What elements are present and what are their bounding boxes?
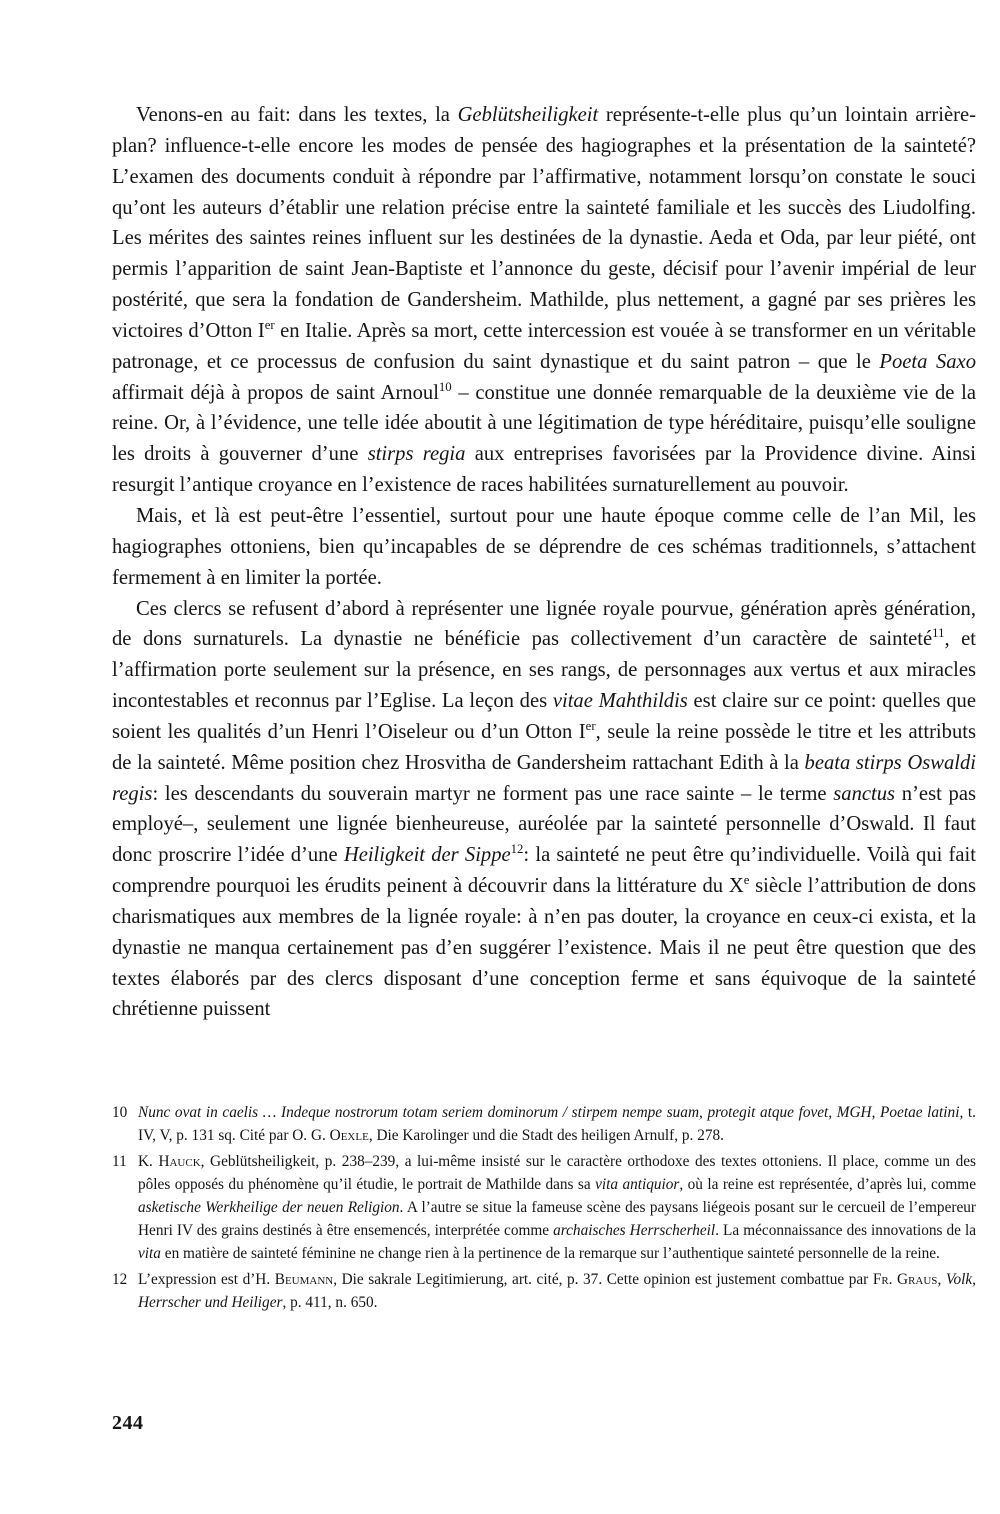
text-run: , et l’affirmation porte seulement sur la présence, en ses rangs, de personnages aux vertus et aux miracles incontestables et reconnus par l’Eglise. La leçon des: [112, 628, 976, 713]
ordinal-superscript: er: [585, 718, 596, 733]
page-number: 244: [112, 1412, 144, 1434]
main-text: [112, 100, 976, 1025]
text-run: t. IV, V, p. 131 sq. Cité par O. G.: [138, 1104, 977, 1144]
footnote-10: [112, 1101, 976, 1147]
author-name: Beumann: [274, 1271, 334, 1288]
footnote-ref-11[interactable]: 11: [932, 626, 945, 641]
footnote-ref-10[interactable]: 10: [438, 379, 452, 394]
text-run: , Die sakrale Legitimierung, art. cité, p. 37. Cette opinion est justement combattue par: [333, 1271, 873, 1288]
ordinal-superscript: e: [743, 873, 750, 888]
text-run: aux entreprises favorisées par la Providence divine. Ainsi resurgit l’antique croyance en l’existence de races habilitées surnaturellement au pouvoir.: [112, 443, 976, 497]
paragraph-1: [112, 100, 976, 501]
italic-term: vita: [138, 1245, 161, 1262]
text-run: ,: [937, 1271, 946, 1288]
text-run: – constitue une donnée remarquable de la deuxième vie de la reine. Or, à l’évidence, une telle idée aboutit à une légitimation de type héréditaire, puisqu’elle souligne les droits à gouverner d’une: [112, 381, 976, 466]
text-run: en Italie. Après sa mort, cette intercession est vouée à se transformer en un véritable patronage, et ce processus de confusion du saint dynastique et du saint patron – que le: [112, 319, 977, 373]
italic-term: beata stirps Oswaldi regis: [112, 751, 976, 805]
paragraph-3: [112, 594, 976, 1026]
italic-term: Volk, Herrscher und Heiliger: [138, 1271, 976, 1311]
ordinal-superscript: er: [264, 318, 275, 332]
text-run: . La méconnaissance des innovations de la: [715, 1222, 976, 1239]
italic-term: Nunc ovat in caelis … Indeque nostrorum totam seriem dominorum / stirpem nempe suam, protegit atque fovet, MGH, Poetae latini,: [138, 1104, 964, 1121]
text-run: affirmait déjà à propos de saint Arnoul: [112, 381, 439, 404]
italic-term: Geblütsheiligkeit: [457, 104, 599, 126]
italic-term: vitae Mahthildis: [552, 690, 688, 713]
footnote-number: 12: [112, 1271, 128, 1288]
text-run: , p. 411, n. 650.: [282, 1294, 378, 1311]
text-run: : la sainteté ne peut être qu’individuelle. Voilà qui fait comprendre pourquoi les érudits peinent à découvrir dans la littérature du X: [112, 844, 977, 898]
italic-term: stirps regia: [367, 443, 466, 466]
text-run: . A l’autre se situe la fameuse scène des paysans liégeois posant sur le cercueil de l’empereur Henri IV des grains destinés à être ensemencés, interprétée comme: [138, 1199, 976, 1239]
text-run: , Geblütsheiligkeit, p. 238–239, a lui-même insisté sur le caractère orthodoxe des textes ottoniens. Il place, comme un des pôles opposés du phénomène qu’il étudie, le portrait de Mathilde dans sa: [138, 1153, 977, 1193]
italic-term: archaisches Herrscherheil: [553, 1222, 716, 1239]
author-name: Hauck: [158, 1153, 201, 1170]
footnote-12: [112, 1268, 976, 1314]
footnote-number: 10: [112, 1104, 128, 1121]
text-run: Venons-en au fait: dans les textes, la: [136, 104, 458, 126]
paragraph-2: Mais, et là est peut-être l’essentiel, surtout pour une haute époque comme celle de l’an Mil, les hagiographes ottoniens, bien qu’incapables de se déprendre de ces schémas traditionnels, s’attachent fermement à en limiter la portée.: [112, 504, 976, 589]
text-run: Ces clercs se refusent d’abord à représenter une lignée royale pourvue, génération après génération, de dons surnaturels. La dynastie ne bénéficie pas collectivement d’un caractère de sainteté: [112, 597, 976, 651]
italic-term: asketische Werkheilige der neuen Religion: [138, 1199, 400, 1216]
text-run: est claire sur ce point: quelles que soient les qualités d’un Henri l’Oiseleur ou d’un Otton I: [112, 690, 976, 743]
text-run: n’est pas employé–, seulement une lignée bienheureuse, auréolée par la sainteté personnelle d’Oswald. Il faut donc proscrire l’idée d’une: [112, 782, 976, 867]
author-name: Fr. Graus: [872, 1271, 938, 1288]
text-run: : les descendants du souverain martyr ne forment pas une race sainte – le terme: [152, 782, 834, 805]
text-run: , où la reine est représentée, d’après lui, comme: [679, 1176, 976, 1193]
text-run: L’expression est d’H.: [138, 1271, 275, 1288]
footnote-ref-12[interactable]: 12: [510, 842, 524, 857]
text-run: siècle l’attribution de dons charismatiques aux membres de la lignée royale: à n’en pas douter, la croyance en ceux-ci exista, et la dynastie ne manqua certainement pas d’en suggérer l’existence. Mais il ne peut être question que des textes élaborés par des clercs disposant d’une conception ferme et sans équivoque de la sainteté chrétienne puissent: [112, 875, 976, 1021]
footnote-number: 11: [112, 1153, 127, 1170]
author-name: Oexle: [329, 1127, 369, 1144]
text-run: en matière de sainteté féminine ne change rien à la pertinence de la remarque sur l’authentique sainteté personnelle de la reine.: [160, 1245, 940, 1262]
italic-term: Heiligkeit der Sippe: [343, 844, 511, 867]
text-run: , seule la reine possède le titre et les attributs de la sainteté. Même position chez Hrosvitha de Gandersheim rattachant Edith à la: [112, 720, 976, 774]
text-run: , Die Karolinger und die Stadt des heiligen Arnulf, p. 278.: [368, 1127, 724, 1144]
text-run: représente-t-elle plus qu’un lointain arrière-plan? influence-t-elle encore les modes de pensée des hagiographes et la présentation de la sainteté? L’examen des documents conduit à répondre par l’affirmative, notamment lorsqu’on constate le souci qu’ont les auteurs d’établir une relation précise entre la sainteté familiale et les succès des Liudolfing. Les mérites des saintes reines influent sur les destinées de la dynastie. Aeda et Oda, par leur piété, ont permis l’apparition de saint Jean-Baptiste et l’annonce du geste, décisif pour l’avenir impérial de leur postérité, que sera la fondation de Gandersheim. Mathilde, plus nettement, a gagné par ses prières les victoires d’Otton I: [112, 104, 976, 342]
text-run: K.: [138, 1153, 159, 1170]
italic-term: Poeta Saxo: [879, 350, 976, 373]
footnote-11: [112, 1150, 976, 1265]
footnotes: [112, 1101, 976, 1317]
italic-term: vita antiquior: [595, 1176, 680, 1193]
italic-term: sanctus: [833, 782, 896, 805]
